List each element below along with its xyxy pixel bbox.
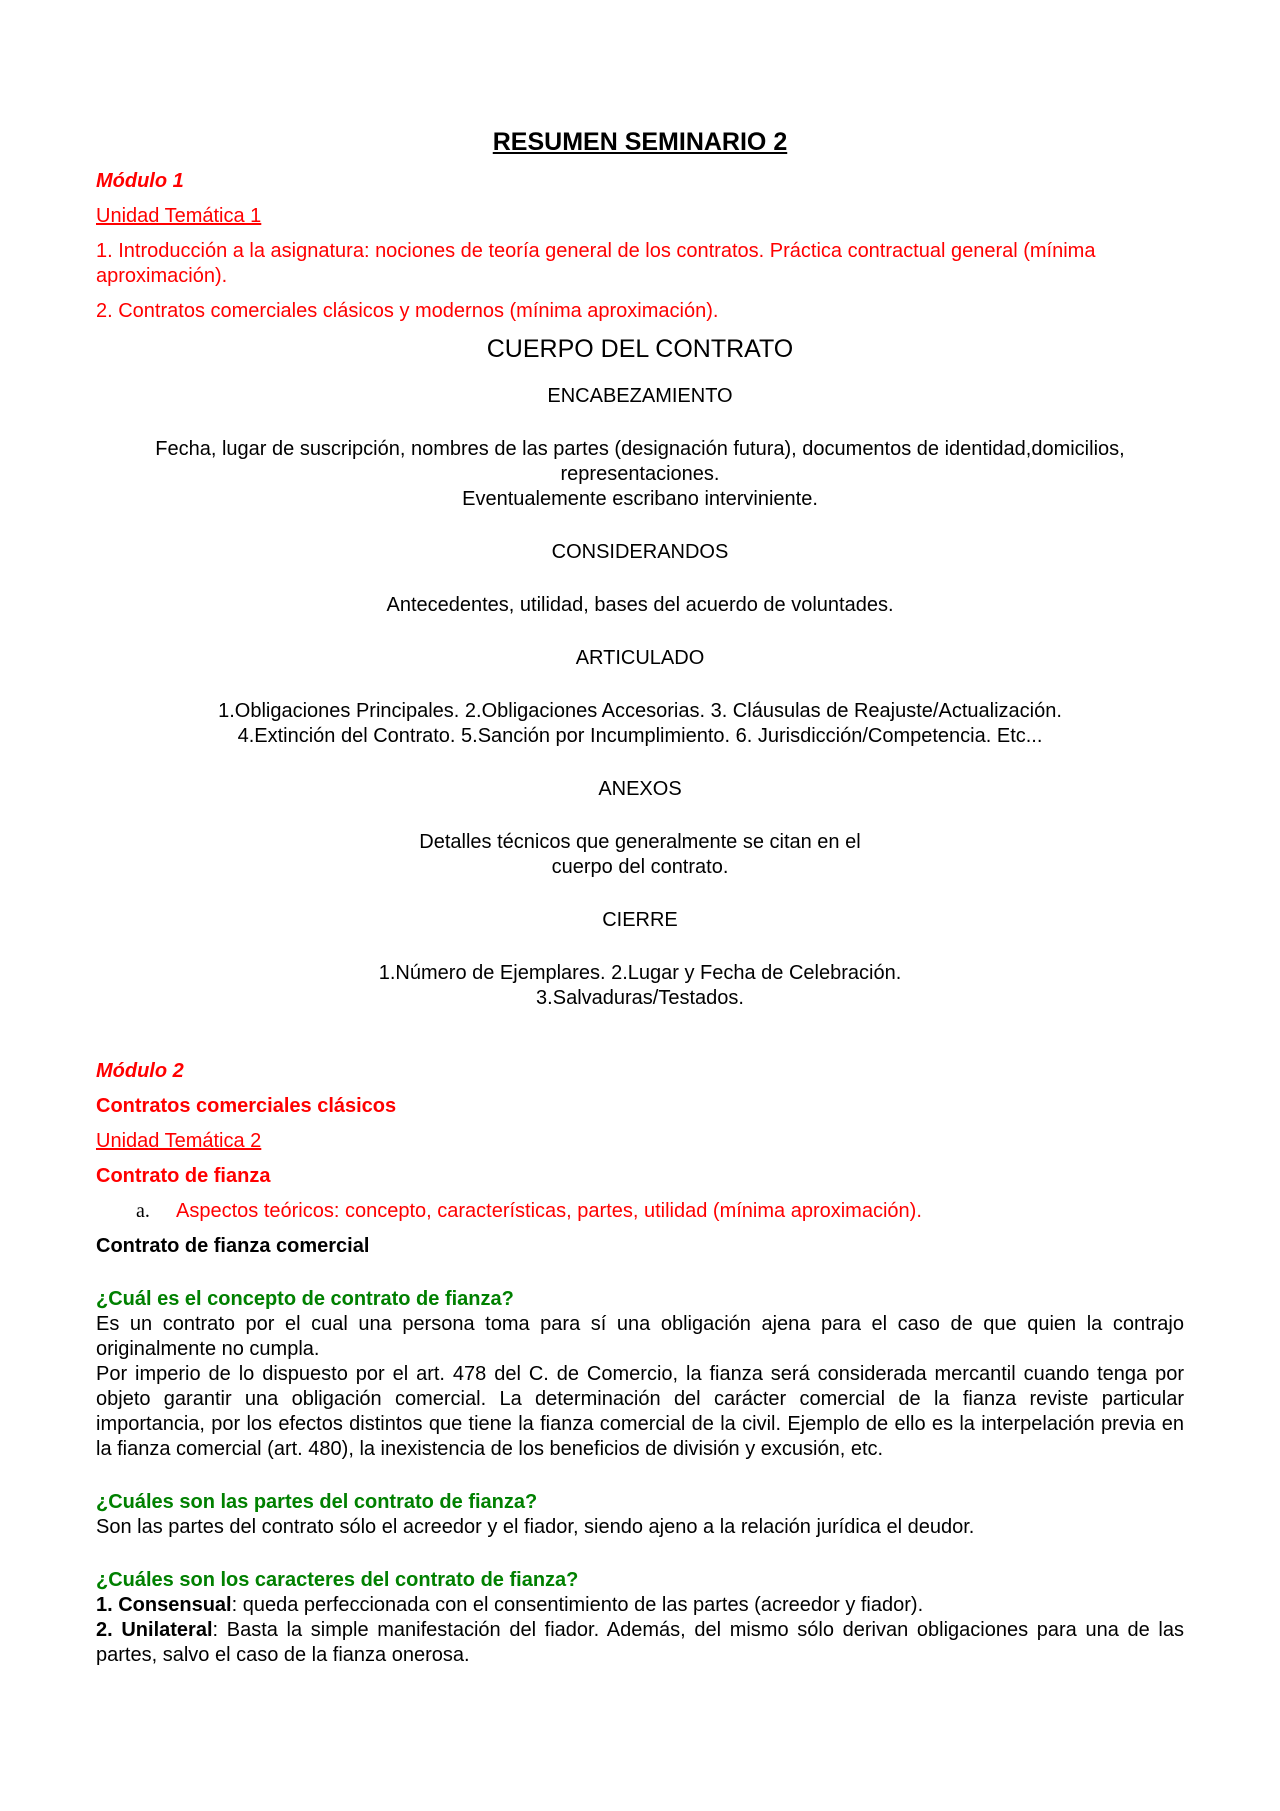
cierre-line-2: 3.Salvaduras/Testados. (536, 987, 744, 1009)
articulado-line-2: 4.Extinción del Contrato. 5.Sanción por Incumplimiento. 6. Jurisdicción/Competencia. Etc... (237, 725, 1043, 747)
caracter-unilateral (96, 1618, 1184, 1668)
caracter-consensual (96, 1593, 1184, 1618)
question-2-block (96, 1490, 1184, 1540)
encabezamiento-line-3: Eventualemente escribano interviniente. (462, 488, 818, 510)
contrato-de-fianza-heading: Contrato de fianza (96, 1165, 271, 1187)
considerandos-heading: CONSIDERANDOS (551, 541, 729, 563)
anexos-body (96, 830, 1184, 880)
caracter-consensual-text: : queda perfeccionada con el consentimiento de las partes (acreedor y fiador). (231, 1594, 924, 1616)
anexos-line-1: Detalles técnicos que generalmente se citan en el (419, 831, 861, 853)
encabezamiento-heading: ENCABEZAMIENTO (547, 385, 733, 407)
cierre-heading: CIERRE (602, 909, 678, 931)
caracter-unilateral-text: : Basta la simple manifestación del fiador. Además, del mismo sólo derivan obligaciones para una de las partes, salvo el caso de la fianza onerosa. (96, 1619, 1184, 1666)
question-3: ¿Cuáles son los caracteres del contrato de fianza? (96, 1569, 579, 1591)
question-2: ¿Cuáles son las partes del contrato de fianza? (96, 1491, 538, 1513)
unidad-tematica-1: Unidad Temática 1 (96, 205, 262, 227)
considerandos-body: Antecedentes, utilidad, bases del acuerdo de voluntades. (386, 594, 894, 616)
modulo-2-subtitle: Contratos comerciales clásicos (96, 1095, 397, 1117)
articulado-line-1: 1.Obligaciones Principales. 2.Obligaciones Accesorias. 3. Cláusulas de Reajuste/Actualización. (218, 700, 1062, 722)
cierre-body (96, 961, 1184, 1011)
modulo-1-label: Módulo 1 (96, 170, 184, 192)
question-2-answer: Son las partes del contrato sólo el acreedor y el fiador, siendo ajeno a la relación jurídica el deudor. (96, 1516, 975, 1538)
question-3-block (96, 1568, 1184, 1668)
modulo-1-item-1: 1. Introducción a la asignatura: nociones de teoría general de los contratos. Práctica contractual general (mínima aproximación). (96, 240, 1096, 287)
encabezamiento-line-1: Fecha, lugar de suscripción, nombres de las partes (designación futura), documentos de identidad,domicilios, (155, 438, 1125, 460)
anexos-heading: ANEXOS (598, 778, 682, 800)
encabezamiento-body (96, 437, 1184, 512)
question-1-block (96, 1287, 1184, 1462)
fianza-comercial-heading: Contrato de fianza comercial (96, 1235, 370, 1257)
unidad-tematica-2: Unidad Temática 2 (96, 1130, 262, 1152)
list-item-text: Aspectos teóricos: concepto, características, partes, utilidad (mínima aproximación). (176, 1200, 922, 1222)
question-1: ¿Cuál es el concepto de contrato de fianza? (96, 1288, 514, 1310)
modulo-2-label: Módulo 2 (96, 1060, 184, 1082)
document-title: RESUMEN SEMINARIO 2 (492, 128, 788, 156)
modulo-1-item-2: 2. Contratos comerciales clásicos y modernos (mínima aproximación). (96, 300, 719, 322)
encabezamiento-line-2: representaciones. (560, 463, 720, 485)
question-1-paragraph-1: Es un contrato por el cual una persona toma para sí una obligación ajena para el caso de que quien la contrajo originalmente no cumpla. (96, 1313, 1184, 1360)
list-marker: a. (136, 1200, 150, 1222)
caracter-consensual-label: 1. Consensual (96, 1594, 232, 1616)
caracter-unilateral-label: 2. Unilateral (96, 1619, 213, 1641)
question-1-paragraph-2: Por imperio de lo dispuesto por el art. 478 del C. de Comercio, la fianza será considerada mercantil cuando tenga por objeto garantir una obligación comercial. La determinación del carácter comercial de la fianza reviste particular importancia, por los efectos distintos que tiene la fianza comercial de la civil. Ejemplo de ello es la interpelación previa en la fianza comercial (art. 480), la inexistencia de los beneficios de división y excusión, etc. (96, 1363, 1184, 1460)
anexos-line-2: cuerpo del contrato. (551, 856, 729, 878)
articulado-body (96, 699, 1184, 749)
articulado-heading: ARTICULADO (575, 647, 705, 669)
cuerpo-title: CUERPO DEL CONTRATO (486, 335, 794, 363)
list-item (96, 1199, 1184, 1224)
cierre-line-1: 1.Número de Ejemplares. 2.Lugar y Fecha de Celebración. (378, 962, 902, 984)
